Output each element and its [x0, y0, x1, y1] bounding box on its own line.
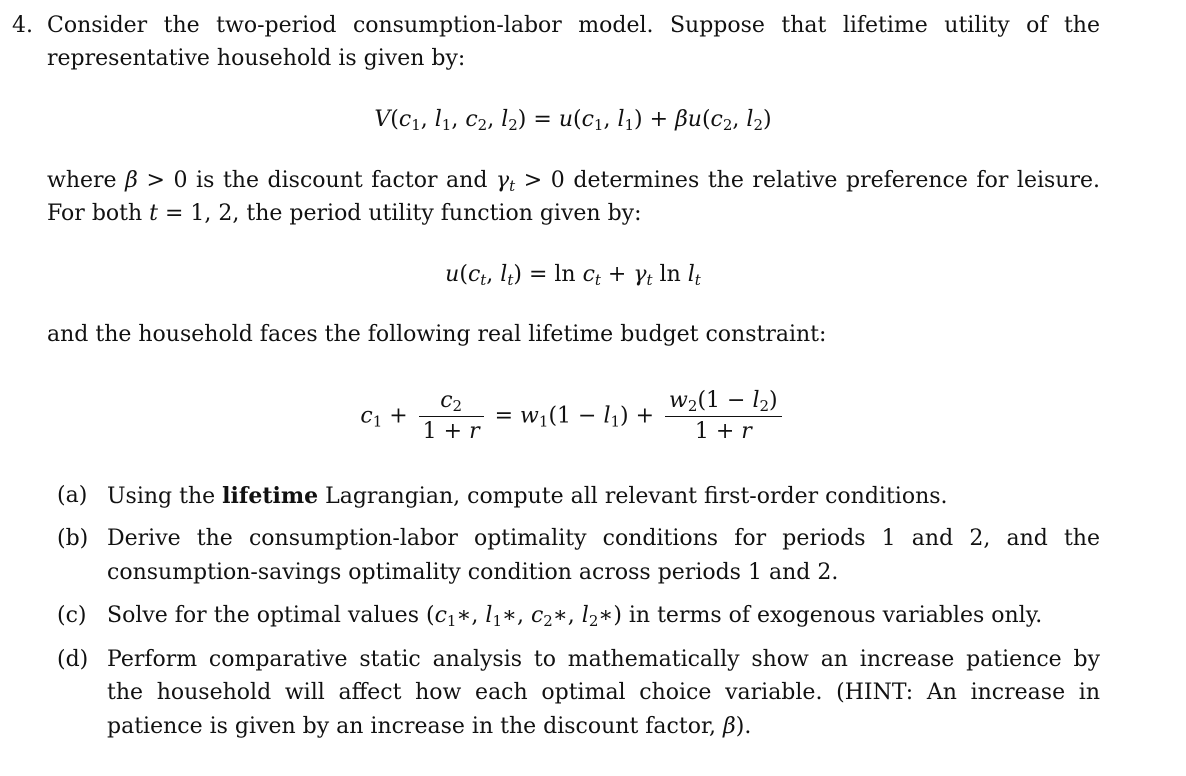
part-b-line-2: consumption-savings optimality condition across periods 1 and 2. [107, 560, 839, 585]
part-d-line-2: the household will affect how each optimal choice variable. (HINT: An increase in [107, 680, 1100, 705]
fraction-w2: $\frac{w_2(1 - l_2)}{1 + r}$ [665, 388, 782, 445]
intro-line-1: Consider the two-period consumption-labor model. Suppose that lifetime utility of the [47, 13, 1100, 38]
part-b-label: (b) [57, 526, 89, 551]
equation-budget-constraint: $c_1$ + $\frac{c_2}{1 + r}$ = $w_1(1 - l_1)$ + $\frac{w_2(1 - l_2)}{1 + r}$ [0, 388, 1146, 445]
where-line-2: For both t = 1, 2, the period utility function given by: [47, 201, 642, 226]
equation-period-utility: $u(c_t$, $l_t) = \ln c_t + \gamma_t$ $\ln l_t$ [445, 262, 701, 289]
part-c-text: Solve for the optimal values ($c_1∗$, $l_1∗$, $c_2∗$, $l_2∗$) in terms of exogenous variables only. [107, 603, 1043, 630]
budget-intro-line: and the household faces the following real lifetime budget constraint: [47, 322, 827, 347]
problem-number: 4. [12, 13, 33, 38]
part-d-line-1: Perform comparative static analysis to mathematically show an increase patience by [107, 647, 1100, 672]
equation-lifetime-utility: $V(c_1$, $l_1$, $c_2$, $l_2) = u(c_1$, $l_1) + \beta u(c_2$, $l_2$) [374, 107, 772, 134]
part-d-label: (d) [57, 647, 89, 672]
where-line-1: where β > 0 is the discount factor and $\gamma_t > 0$ determines the relative preference for leisure. [47, 168, 1100, 195]
part-a-text: Using the lifetime Lagrangian, compute all relevant first-order conditions. [107, 483, 948, 509]
part-c-label: (c) [57, 603, 87, 628]
part-a-label: (a) [57, 483, 88, 508]
intro-line-2: representative household is given by: [47, 46, 466, 71]
part-b-line-1: Derive the consumption-labor optimality conditions for periods 1 and 2, and the [107, 526, 1100, 551]
part-d-line-3: patience is given by an increase in the discount factor, β). [107, 714, 752, 739]
fraction-c2: $\frac{c_2}{1 + r}$ [419, 388, 484, 445]
